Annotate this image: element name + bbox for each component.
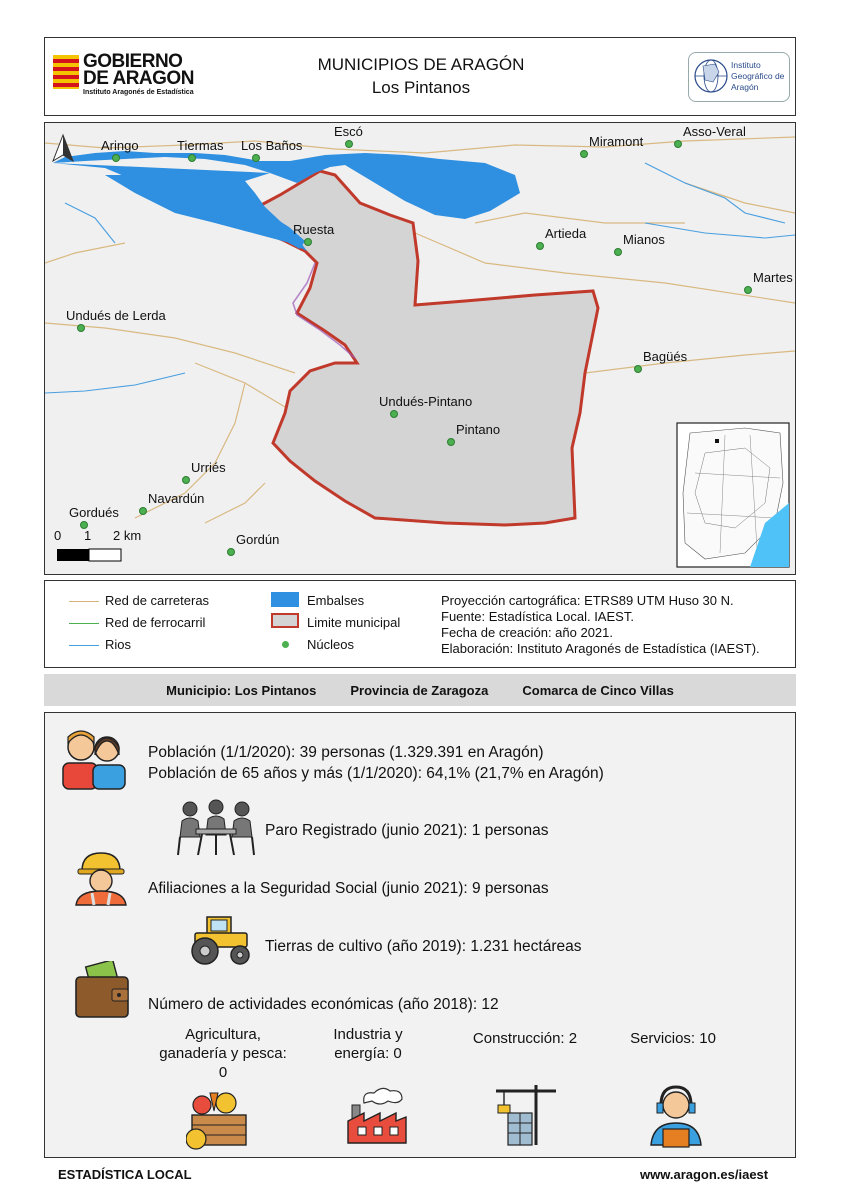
nucleus-point bbox=[139, 507, 147, 515]
scale-label-0: 0 bbox=[54, 528, 62, 543]
nucleus-point bbox=[345, 140, 353, 148]
stat-activities: Número de actividades económicas (año 2018): 12 bbox=[148, 996, 499, 1013]
igear-line3: Aragón bbox=[731, 82, 759, 92]
stat-population: Población (1/1/2020): 39 personas (1.329.391 en Aragón) bbox=[148, 744, 544, 761]
place-label: Tiermas bbox=[177, 138, 224, 153]
sector-services: Servicios: 10 bbox=[630, 1030, 716, 1047]
page-title: MUNICIPIOS DE ARAGÓN bbox=[317, 55, 525, 74]
page-subtitle: Los Pintanos bbox=[371, 78, 471, 97]
place-label: Miramont bbox=[589, 134, 644, 149]
factory-icon bbox=[344, 1085, 410, 1147]
nucleus-point bbox=[580, 150, 588, 158]
legend-rivers: Rios bbox=[105, 637, 132, 652]
place-label: Pintano bbox=[456, 422, 501, 437]
legend-author: Elaboración: Instituto Aragonés de Estadística (IAEST). bbox=[441, 641, 760, 656]
north-arrow-icon bbox=[53, 135, 73, 161]
people-icon bbox=[59, 725, 129, 791]
wallet-icon bbox=[72, 961, 132, 1019]
nucleus-point bbox=[252, 154, 260, 162]
service-agent-icon bbox=[643, 1085, 709, 1149]
legend-rail-swatch bbox=[69, 623, 99, 624]
globe-icon bbox=[693, 58, 729, 94]
legend-nuclei-swatch bbox=[282, 641, 289, 648]
stat-unemployment: Paro Registrado (junio 2021): 1 personas bbox=[265, 822, 549, 839]
legend-nuclei: Núcleos bbox=[307, 637, 354, 652]
nucleus-point bbox=[674, 140, 682, 148]
place-label: Los Baños bbox=[241, 138, 303, 153]
logo-line1: GOBIERNO bbox=[83, 51, 183, 72]
nucleus-point bbox=[536, 242, 544, 250]
place-label: Martes bbox=[753, 270, 793, 285]
sector-agriculture: Agricultura, ganadería y pesca: 0 bbox=[159, 1026, 287, 1081]
nucleus-point bbox=[188, 154, 196, 162]
stat-affiliations: Afiliaciones a la Seguridad Social (junio 2021): 9 personas bbox=[148, 880, 549, 897]
legend-date: Fecha de creación: año 2021. bbox=[441, 625, 614, 640]
sector-construction: Construcción: 2 bbox=[472, 1030, 578, 1047]
stats-panel bbox=[44, 712, 796, 1158]
place-label: Asso-Veral bbox=[683, 124, 746, 139]
legend-rail: Red de ferrocarril bbox=[105, 615, 206, 630]
place-label: Navardún bbox=[148, 491, 205, 506]
header bbox=[44, 37, 796, 116]
aragon-flag-icon bbox=[53, 55, 79, 89]
legend-road-swatch bbox=[69, 601, 99, 602]
footer-left: ESTADÍSTICA LOCAL bbox=[58, 1167, 192, 1182]
nucleus-point bbox=[614, 248, 622, 256]
igear-line2: Geográfico de bbox=[731, 71, 785, 81]
place-label: Aringo bbox=[101, 138, 139, 153]
nucleus-point bbox=[304, 238, 312, 246]
nucleus-point bbox=[77, 324, 85, 332]
tractor-icon bbox=[185, 911, 255, 965]
nucleus-point bbox=[744, 286, 752, 294]
produce-crate-icon bbox=[186, 1089, 252, 1151]
worker-icon bbox=[72, 849, 130, 907]
scale-bar bbox=[57, 549, 121, 561]
sector-industry: Industria y energía: 0 bbox=[333, 1026, 403, 1062]
info-bar bbox=[44, 674, 796, 706]
scale-label-1: 1 bbox=[84, 528, 92, 543]
igear-logo bbox=[688, 52, 790, 102]
logo-line2: DE ARAGON bbox=[83, 68, 194, 89]
inset-locator-map bbox=[677, 423, 789, 567]
info-comarca: Comarca de Cinco Villas bbox=[522, 682, 674, 698]
stat-population65: Población de 65 años y más (1/1/2020): 64,1% (21,7% en Aragón) bbox=[148, 765, 604, 782]
map-frame bbox=[44, 122, 796, 575]
nucleus-point bbox=[182, 476, 190, 484]
place-label: Artieda bbox=[545, 226, 587, 241]
nucleus-point bbox=[112, 154, 120, 162]
place-label: Bagüés bbox=[643, 349, 688, 364]
legend-source: Fuente: Estadística Local. IAEST. bbox=[441, 609, 634, 624]
place-label: Gordún bbox=[236, 532, 280, 547]
nucleus-point bbox=[227, 548, 235, 556]
legend-boundary: Limite municipal bbox=[307, 615, 401, 630]
info-municipio: Municipio: Los Pintanos bbox=[166, 682, 317, 698]
info-provincia: Provincia de Zaragoza bbox=[350, 682, 489, 698]
construction-crane-icon bbox=[492, 1083, 558, 1149]
nucleus-point bbox=[634, 365, 642, 373]
place-label: Undués-Pintano bbox=[379, 394, 473, 409]
legend-river-swatch bbox=[69, 645, 99, 646]
legend-roads: Red de carreteras bbox=[105, 593, 210, 608]
legend-reservoir-swatch bbox=[271, 592, 299, 607]
scale-label-2: 2 km bbox=[113, 528, 142, 543]
legend-projection: Proyección cartográfica: ETRS89 UTM Huso 30 N. bbox=[441, 593, 734, 608]
map-legend bbox=[44, 580, 796, 668]
legend-reservoirs: Embalses bbox=[307, 593, 365, 608]
footer-link[interactable]: www.aragon.es/iaest bbox=[640, 1167, 769, 1182]
place-label: Ruesta bbox=[293, 222, 335, 237]
meeting-icon bbox=[176, 799, 256, 857]
igear-line1: Instituto bbox=[731, 60, 761, 70]
stat-farmland: Tierras de cultivo (año 2019): 1.231 hectáreas bbox=[265, 938, 582, 955]
nucleus-point bbox=[447, 438, 455, 446]
legend-boundary-swatch bbox=[271, 613, 299, 628]
place-label: Undués de Lerda bbox=[66, 308, 166, 323]
place-label: Urriés bbox=[191, 460, 226, 475]
place-label: Mianos bbox=[623, 232, 665, 247]
logo-subtitle: Instituto Aragonés de Estadística bbox=[83, 89, 194, 96]
nucleus-point bbox=[390, 410, 398, 418]
place-label: Escó bbox=[334, 124, 363, 139]
place-label: Gordués bbox=[69, 505, 119, 520]
